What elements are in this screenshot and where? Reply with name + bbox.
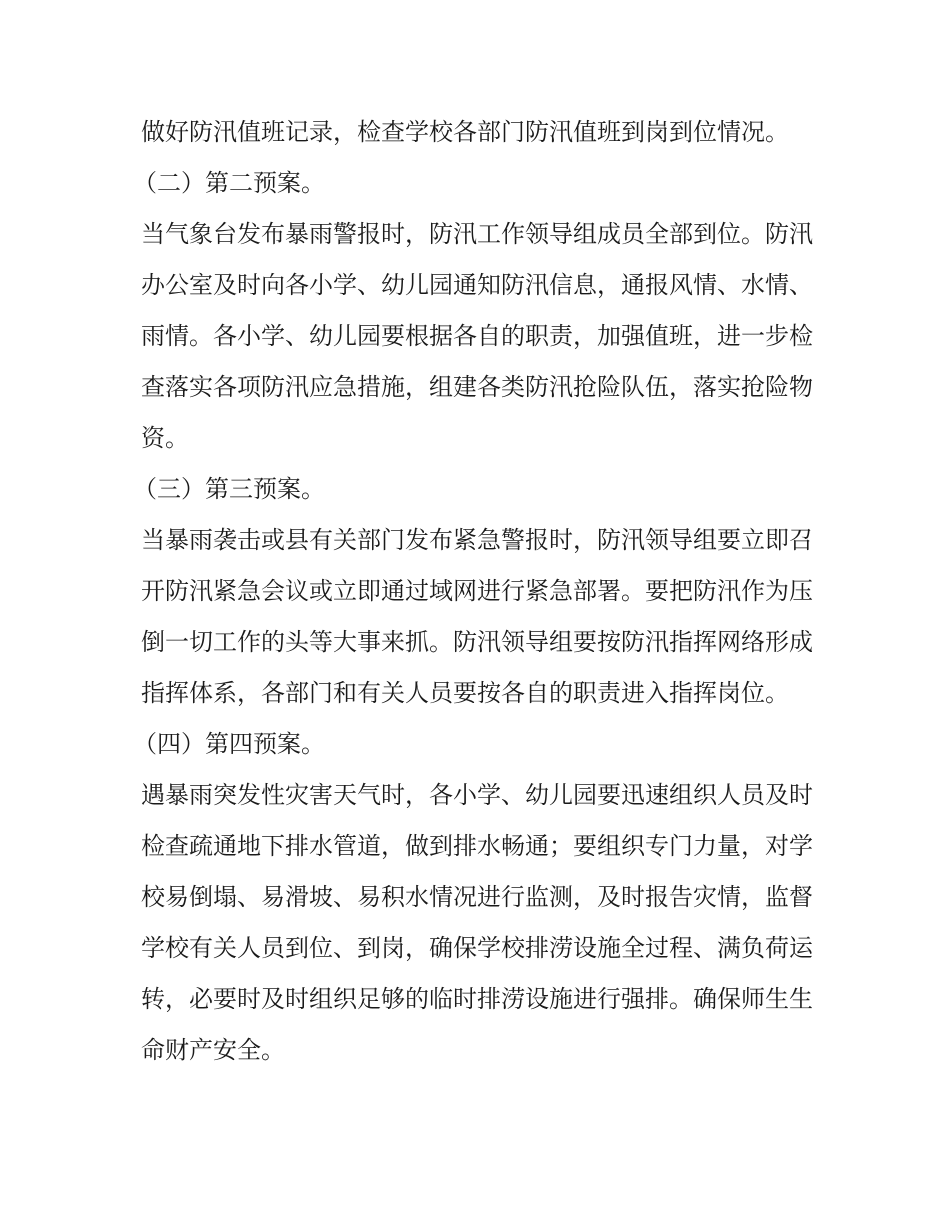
paragraph-plan-two: 当气象台发布暴雨警报时，防汛工作领导组成员全部到位。防汛办公室及时向各小学、幼儿园通知防汛信息，通报风情、水情、雨情。各小学、幼儿园要根据各自的职责，加强值班，进一步检查落实各项防汛应急措施，组建各类防汛抢险队伍，落实抢险物资。 [141, 220, 813, 452]
paragraph-plan-four: 遇暴雨突发性灾害天气时，各小学、幼儿园要迅速组织人员及时检查疏通地下排水管道，做到排水畅通；要组织专门力量，对学校易倒塌、易滑坡、易积水情况进行监测，及时报告灾情，监督学校有关人员到位、到岗，确保学校排涝设施全过程、满负荷运转，必要时及时组织足够的临时排涝设施进行强排。确保师生生命财产安全。 [141, 781, 813, 1064]
heading-plan-three: （三）第三预案。 [133, 475, 325, 503]
heading-plan-four: （四）第四预案。 [133, 730, 325, 758]
paragraph-plan-three: 当暴雨袭击或县有关部门发布紧急警报时，防汛领导组要立即召开防汛紧急会议或立即通过域网进行紧急部署。要把防汛作为压倒一切工作的头等大事来抓。防汛领导组要按防汛指挥网络形成指挥体系，各部门和有关人员要按各自的职责进入指挥岗位。 [141, 526, 813, 707]
document-body [133, 107, 813, 1076]
heading-plan-two: （二）第二预案。 [133, 169, 325, 197]
paragraph-duty-record: 做好防汛值班记录，检查学校各部门防汛值班到岗到位情况。 [141, 118, 789, 146]
